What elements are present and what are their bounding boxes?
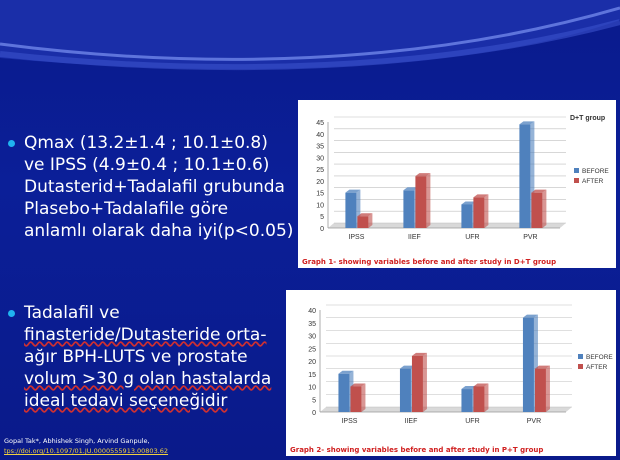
x-tick-label: IPSS bbox=[348, 234, 365, 241]
chart-pt-group bbox=[286, 290, 616, 456]
x-tick-label: IPSS bbox=[341, 418, 358, 425]
y-tick-label: 0 bbox=[312, 410, 316, 417]
bar-side bbox=[361, 384, 365, 413]
bullet-line: finasteride/Dutasteride orta- bbox=[24, 325, 267, 345]
bar-side bbox=[484, 384, 488, 413]
legend-label: BEFORE bbox=[582, 168, 609, 175]
bar bbox=[403, 190, 414, 228]
bar-side bbox=[484, 194, 488, 228]
bar-side bbox=[542, 190, 546, 228]
bullet-qmax-ipss bbox=[24, 132, 294, 242]
y-tick-label: 25 bbox=[316, 167, 324, 175]
bullet-dot-icon bbox=[8, 140, 15, 147]
bar-side bbox=[546, 366, 550, 412]
bar bbox=[415, 176, 426, 228]
legend-label: AFTER bbox=[586, 364, 608, 371]
bar-side bbox=[426, 173, 430, 228]
y-tick-label: 30 bbox=[316, 155, 324, 163]
citation bbox=[4, 436, 168, 456]
bar bbox=[519, 124, 530, 228]
bullet-line: ideal tedavi seçeneğidir bbox=[24, 391, 228, 411]
bar-side bbox=[423, 353, 427, 412]
bullet-line: anlamlı olarak daha iyi(p<0.05) bbox=[24, 221, 294, 241]
bar bbox=[531, 193, 542, 228]
y-tick-label: 10 bbox=[308, 384, 316, 392]
legend-swatch bbox=[574, 178, 579, 183]
x-tick-label: IIEF bbox=[404, 418, 418, 425]
legend-label: AFTER bbox=[582, 178, 604, 185]
bar bbox=[338, 374, 349, 412]
bar bbox=[461, 389, 472, 412]
y-tick-label: 45 bbox=[316, 120, 324, 127]
bullet-line: Qmax (13.2±1.4 ; 10.1±0.8) bbox=[24, 133, 268, 153]
chart-title: D+T group bbox=[570, 115, 606, 122]
bullet-line: ağır BPH-LUTS ve prostate bbox=[24, 347, 248, 367]
graph-pt-group bbox=[286, 290, 616, 456]
bullet-line: ve IPSS (4.9±0.4 ; 10.1±0.6) bbox=[24, 155, 270, 175]
bar bbox=[523, 318, 534, 412]
bullet-dot-icon bbox=[8, 310, 15, 317]
bar bbox=[400, 369, 411, 412]
y-tick-label: 20 bbox=[308, 359, 316, 366]
x-tick-label: UFR bbox=[465, 234, 480, 241]
y-tick-label: 0 bbox=[320, 226, 324, 233]
chart-dt-group bbox=[298, 100, 616, 268]
legend-swatch bbox=[574, 168, 579, 173]
bar bbox=[535, 369, 546, 412]
bar bbox=[473, 197, 484, 228]
y-tick-label: 5 bbox=[312, 397, 316, 405]
x-tick-label: UFR bbox=[465, 418, 480, 425]
citation-doi-link[interactable]: tps://doi.org/10.1097/01.JU.0000555913.00803.62 bbox=[4, 447, 169, 455]
bullet-line: Tadalafil ve bbox=[24, 303, 120, 323]
x-tick-label: PVR bbox=[523, 234, 538, 241]
graph-caption: Graph 1- showing variables before and after study in D+T group bbox=[302, 258, 557, 266]
y-tick-label: 15 bbox=[316, 190, 324, 198]
y-tick-label: 30 bbox=[308, 333, 316, 341]
legend-swatch bbox=[578, 354, 583, 359]
y-tick-label: 35 bbox=[308, 320, 316, 328]
x-tick-label: PVR bbox=[526, 418, 542, 425]
y-tick-label: 25 bbox=[308, 346, 316, 354]
x-tick-label: IIEF bbox=[407, 234, 421, 241]
citation-authors: Gopal Tak*, Abhishek Singh, Arvind Ganpule, bbox=[4, 437, 150, 445]
y-tick-label: 10 bbox=[316, 202, 324, 210]
y-tick-label: 5 bbox=[320, 214, 324, 222]
y-tick-label: 40 bbox=[316, 131, 324, 139]
bullet-line: volum >30 g olan hastalarda bbox=[24, 369, 272, 389]
bullet-treatment bbox=[24, 302, 289, 412]
bullet-line: Plasebo+Tadalafile göre bbox=[24, 199, 229, 219]
bar bbox=[461, 204, 472, 228]
y-tick-label: 40 bbox=[308, 308, 316, 315]
bullet-line: Dutasterid+Tadalafil grubunda bbox=[24, 177, 285, 197]
bar bbox=[473, 387, 484, 413]
legend-label: BEFORE bbox=[586, 354, 613, 361]
bar bbox=[345, 193, 356, 228]
y-tick-label: 15 bbox=[308, 371, 316, 379]
graph-caption: Graph 2- showing variables before and after study in P+T group bbox=[290, 446, 544, 454]
y-tick-label: 20 bbox=[316, 178, 324, 186]
bar bbox=[412, 356, 423, 412]
header-decoration bbox=[0, 0, 620, 80]
bar bbox=[357, 216, 368, 228]
bar bbox=[350, 387, 361, 413]
legend-swatch bbox=[578, 364, 583, 369]
graph-dt-group bbox=[298, 100, 616, 268]
y-tick-label: 35 bbox=[316, 143, 324, 151]
